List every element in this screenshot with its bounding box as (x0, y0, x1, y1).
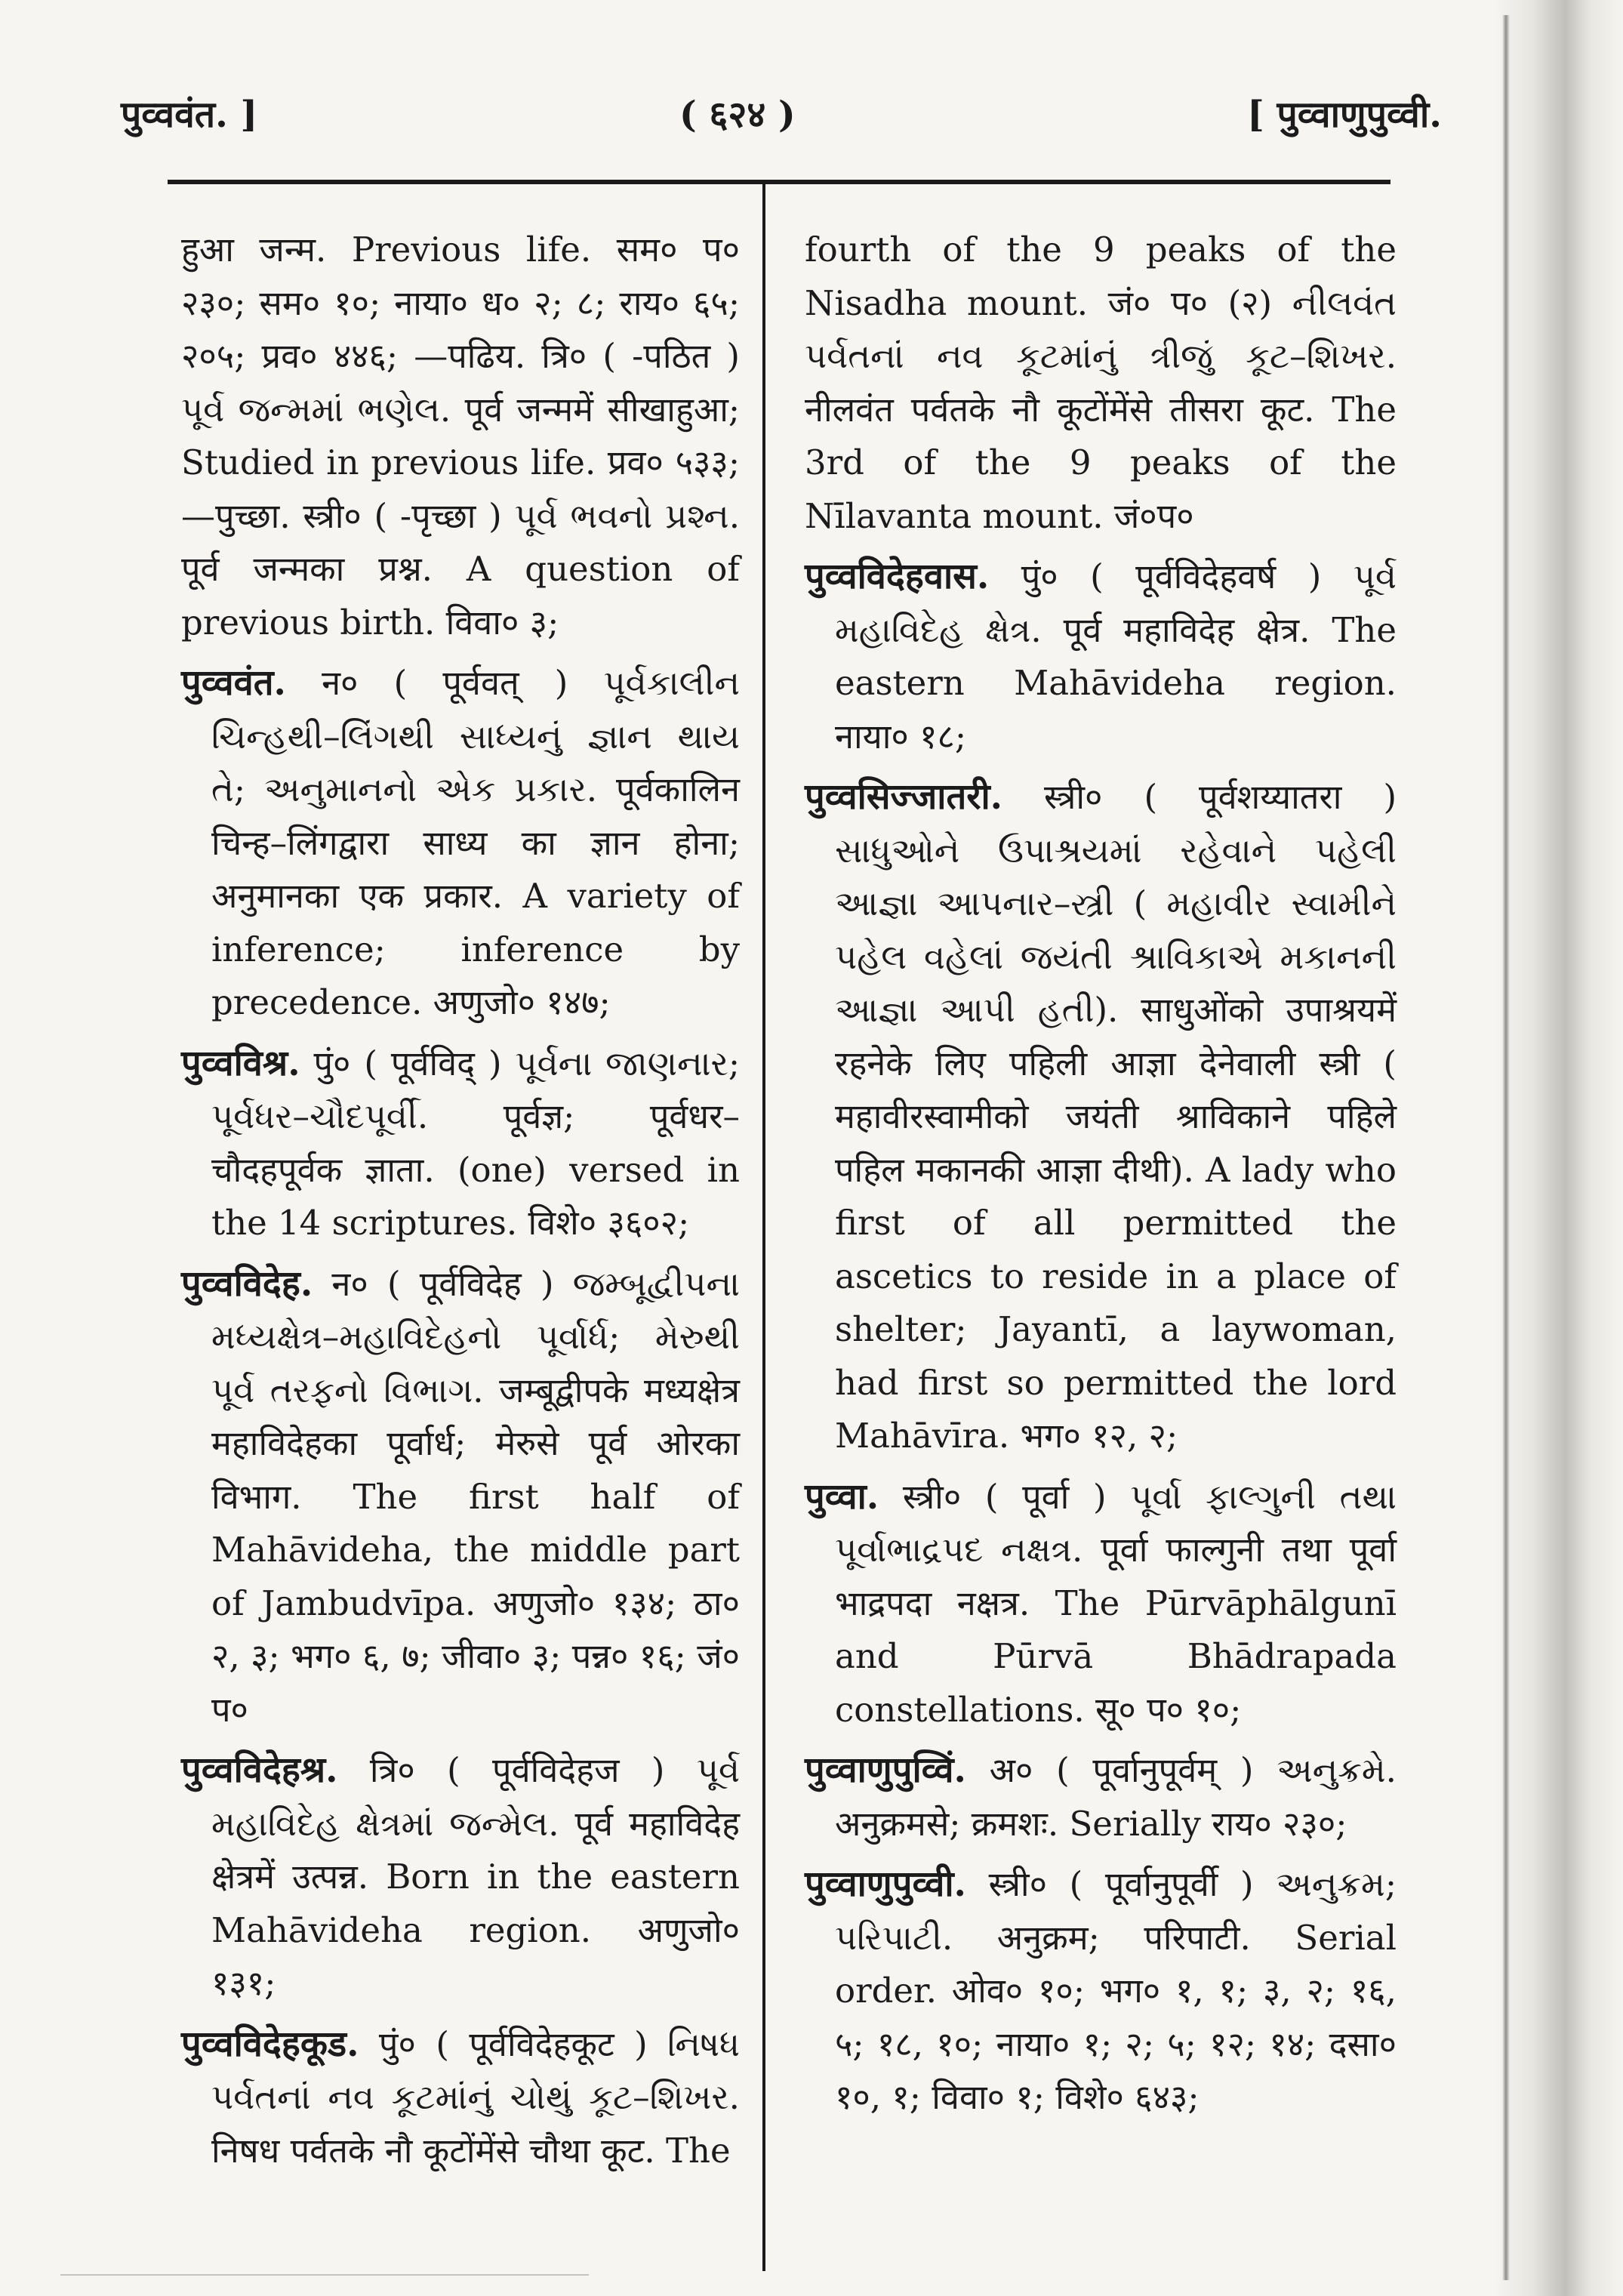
continued-entry (805, 223, 1397, 543)
header-right-guide-word: [ पुव्वाणुपुव्वी. (1247, 94, 1442, 136)
right-column (805, 223, 1397, 2132)
headword: पुव्वविश्र. (181, 1042, 300, 1084)
entry-text: पुं० ( पूर्वविद् ) પૂર્વના જાણનાર; પૂર્વધર–ચૌદપૂર્વી. पूर्वज्ञ; पूर्वधर–चौदहपूर्वक ज्ञाता. (one) versed in the 14 scriptures. विशे० ३६०२; (211, 1043, 740, 1243)
headword: पुव्वविदेहकूड. (181, 2023, 359, 2065)
headword: पुव्वसिज्जातरी. (805, 776, 1003, 818)
dictionary-entry (181, 2018, 740, 2178)
header-rule (168, 180, 1390, 184)
entry-text: स्त्री० ( पूर्वशय्यातरा ) સાધુઓને ઉપાશ્રયમાં રહેવાને પહેલી આજ્ઞા આપનાર–સ્ત્રી ( મહાવીર સ્વામીને પહેલ વહેલાં જયંતી શ્રાવિકાએ મકાનની આજ્ઞા આપી હતી). साधुओंको उपाश्रयमें रहनेके लिए पहिली आज्ञा देनेवाली स्त्री ( महावीरस्वामीको जयंती श्राविकाने पहिले पहिल मकानकी आज्ञा दीथी). A lady who first of all permitted the ascetics to reside in a place of shelter; Jayantī, a laywoman, had first so permitted the lord Mahāvīra. भग० १२, २; (835, 777, 1397, 1456)
entry-text: त्रि० ( पूर्वविदेहज ) પૂર્વ મહાવિદેહ ક્ષેત્રમાં જન્મેલ. पूर्व महाविदेह क्षेत्रमें उत्पन्न. Born in the eastern Mahāvideha region. अणुजो० १३१; (211, 1750, 740, 2003)
entry-text: स्त्री० ( पूर्वा ) પૂર્વા ફાલ્ગુની તથા પૂર્વાભાદ્રપદ નક્ષત્ર. पूर्वा फाल्गुनी तथा पूर्वा भाद्रपदा नक्षत्र. The Pūrvāphālgunī and Pūrvā Bhādrapada constellations. सू० प० १०; (835, 1476, 1397, 1730)
headword: पुव्वाणुपुव्विं. (805, 1749, 966, 1791)
header-left-guide-word: पुव्ववंत. ] (121, 94, 258, 136)
dictionary-entry (805, 771, 1397, 1463)
column-divider (762, 180, 765, 2271)
dictionary-entry (805, 1858, 1397, 2125)
headword: पुव्वविदेहवास. (805, 556, 990, 597)
dictionary-entry (181, 1258, 740, 1737)
dictionary-entry (805, 550, 1397, 763)
headword: पुव्ववंत. (181, 662, 286, 704)
entry-text: न० ( पूर्ववत् ) પૂર્વકાલીન ચિન્હથી–લિંગથી સાધ્યનું જ્ઞાન થાય તે; અનુમાનનો એક પ્રકાર. पूर्वकालिन चिन्ह–लिंगद्वारा साध्य का ज्ञान होना; अनुमानका एक प्रकार. A variety of inference; inference by precedence. अणुजो० १४७; (211, 663, 740, 1022)
page-number: ( ६२४ ) (679, 94, 796, 136)
dictionary-entry (805, 1471, 1397, 1737)
entry-text: स्त्री० ( पूर्वानुपूर्वी ) અનુક્રમ; પરિપાટી. अनुक्रम; परिपाटी. Serial order. ओव० १०; भग० १, १; ३, २; १६, ५; १८, १०; नाया० १; २; ५; १२; १४; दसा० १०, १; विवा० १; विशे० ६४३; (835, 1864, 1397, 2117)
entry-text: अ० ( पूर्वानुपूर्वम् ) અનુક્રમે. अनुक्रमसे; क्रमशः. Serially राय० २३०; (835, 1750, 1397, 1844)
scan-edge-line (1502, 15, 1510, 2280)
dictionary-entry (181, 1037, 740, 1250)
dictionary-entry (805, 1744, 1397, 1851)
headword: पुव्वाणुपुव्वी. (805, 1863, 966, 1905)
headword: पुव्वविदेहश्र. (181, 1749, 338, 1791)
headword: पुव्वविदेह. (181, 1262, 313, 1305)
bottom-rule (60, 2274, 589, 2276)
entry-text: न० ( पूर्वविदेह ) જમ્બૂદ્વીપના મધ્યક્ષેત્ર–મહાવિદેહનો પૂર્વાર્ધ; મેરુથી પૂર્વ તરફનો વિભાગ. जम्बूद्वीपके मध्यक्षेत्र महाविदेहका पूर्वार्ध; मेरुसे पूर्व ओरका विभाग. The first half of Mahāvideha, the middle part of Jambudvīpa. अणुजो० १३४; ठा० २, ३; भग० ६, ७; जीवा० ३; पन्न० १६; जं० प० (211, 1263, 740, 1730)
dictionary-entry (181, 657, 740, 1030)
continued-entry (181, 223, 740, 649)
headword: पुव्वा. (805, 1475, 879, 1518)
running-header (121, 89, 1442, 149)
entry-text: हुआ जन्म. Previous life. सम० प० २३०; सम० १०; नाया० ध० २; ८; राय० ६५; २०५; प्रव० ४४६; —पढिय. त्रि० ( -पठित ) પૂર્વ જન્મમાં ભણેલ. पूर्व जन्ममें सीखाहुआ; Studied in previous life. प्रव० ५३३; —पुच्छा. स्त्री० ( -पृच्छा ) પૂર્વ ભવનો પ્રશ્ન. पूर्व जन्मका प्रश्न. A question of previous birth. विवा० ३; (181, 230, 740, 643)
left-column (181, 223, 740, 2185)
entry-text: fourth of the 9 peaks of the Nisadha mount. जं० प० (२) નીલવંત પર્વતનાં નવ કૂટમાંનું ત્રીજું કૂટ–શિખર. नीलवंत पर्वतके नौ कूटोंमेंसे तीसरा कूट. The 3rd of the 9 peaks of the Nīlavanta mount. जं०प० (805, 230, 1397, 536)
entry-text: पुं० ( पूर्वविदेहवर्ष ) પૂર્વ મહાવિદેહ ક્ષેત્ર. पूर्व महाविदेह क्षेत्र. The eastern Mahāvideha region. नाया० १८; (835, 556, 1397, 757)
entry-text: पुं० ( पूर्वविदेहकूट ) નિષધ પર્વતનાં નવ કૂટમાંનું ચોથું કૂટ–શિખર. निषध पर्वतके नौ कूटोंमेंसे चौथा कूट. The (211, 2023, 740, 2171)
scan-edge-shadow (1495, 0, 1623, 2296)
dictionary-entry (181, 1744, 740, 2011)
